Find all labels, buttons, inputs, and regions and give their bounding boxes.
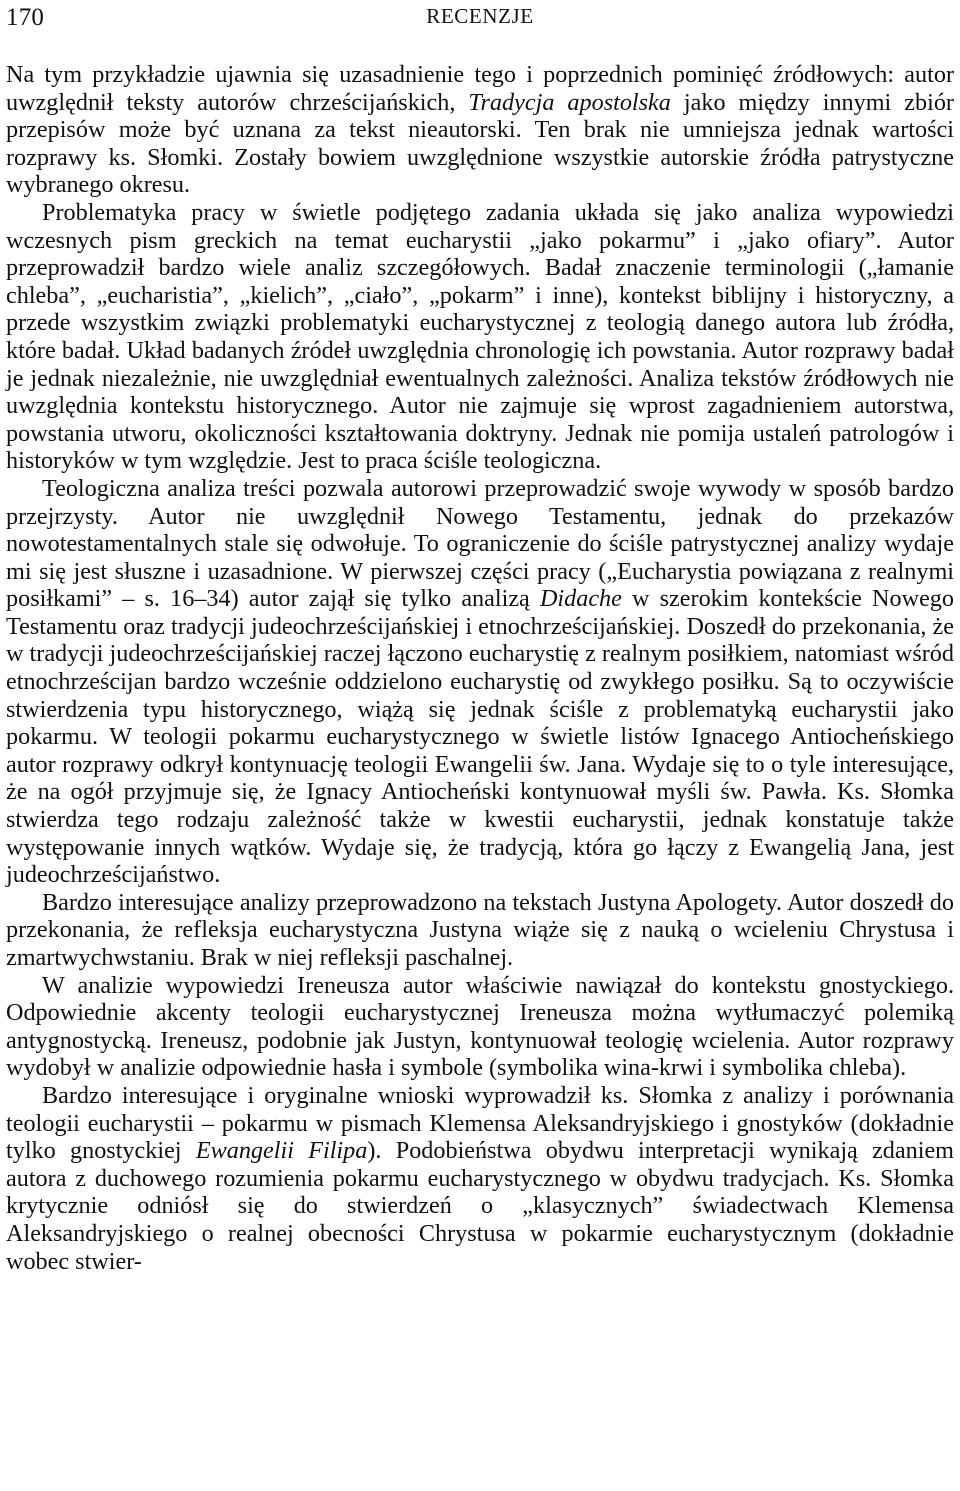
text-segment: W analizie wypowiedzi Ireneusza autor właściwie nawiązał do kontekstu gnostyckiego. Odpowiednie akcenty teologii eucharystycznej Ireneusza można wytłumaczyć polemiką antygnostycką. Ireneusz, podobnie jak Justyn, kontynuował teologię wcielenia. Autor rozprawy wydobył w analizie odpowiednie hasła i symbole (symbolika wina-krwi i symbolika chleba). (6, 971, 954, 1082)
paragraph (6, 61, 954, 199)
body-text (6, 61, 954, 1275)
text-segment: Bardzo interesujące i oryginalne wnioski wyprowadził ks. Słomka z analizy i porównania teologii eucharystii – pokarmu w pismach Klemensa Aleksandryjskiego i gnostyków (dokładnie tylko gnostyckiej (6, 1081, 954, 1165)
paragraph (6, 889, 954, 972)
text-segment: Teologiczna analiza treści pozwala autorowi przeprowadzić swoje wywody w sposób bardzo przejrzysty. Autor nie uwzględnił Nowego Testamentu, jednak do przekazów nowotestamentalnych stale się odwołuje. To ograniczenie do ściśle patrystycznej analizy wydaje mi się jest słuszne i uzasadnione. W pierwszej części pracy („Eucharystia powiązana z realnymi posiłkami” – s. 16–34) autor zajął się tylko analizą (6, 474, 954, 613)
text-segment: w szerokim kontekście Nowego Testamentu oraz tradycji judeochrześcijańskiej i etnochrześcijańskiej. Doszedł do przekonania, że w tradycji judeochrześcijańskiej raczej łączono eucharystię z realnym posiłkiem, natomiast wśród etnochrześcijan bardzo wcześnie oddzielono eucharystię od zwykłego posiłku. Są to oczywiście stwierdzenia typu historycznego, wiążą się jednak ściśle z problematyką eucharystii jako pokarmu. W teologii pokarmu eucharystycznego w świetle listów Ignacego Antiocheńskiego autor rozprawy odkrył kontynuację teologii Ewangelii św. Jana. Wydaje się to o tyle interesujące, że na ogół przyjmuje się, że Ignacy Antiocheński kontynuował myśli św. Pawła. Ks. Słomka stwierdza tego rodzaju zależność także w kwestii eucharystii, jednak konstatuje także występowanie innych wątków. Wydaje się, że tradycją, która go łączy z Ewangelią Jana, jest judeochrześcijaństwo. (6, 585, 954, 889)
paragraph (6, 972, 954, 1082)
document-page (6, 0, 954, 1491)
text-segment: Problematyka pracy w świetle podjętego zadania układa się jako analiza wypowiedzi wczesnych pism greckich na temat eucharystii „jako pokarmu” i „jako ofiary”. Autor przeprowadził bardzo wiele analiz szczegółowych. Badał znaczenie terminologii („łamanie chleba”, „eucharistia”, „kielich”, „ciało”, „pokarm” i inne), kontekst biblijny i historyczny, a przede wszystkim związki problematyki eucharystycznej z teologią danego autora lub źródła, które badał. Układ badanych źródeł uwzględnia chronologię ich powstania. Autor rozprawy badał je jednak niezależnie, nie uwzględniał ewentualnych zależności. Analiza tekstów źródłowych nie uwzględnia kontekstu historycznego. Autor nie zajmuje się wprost zagadnieniem autorstwa, powstania utworu, okoliczności kształtowania doktryny. Jednak nie pomija ustaleń patrologów i historyków w tym względzie. Jest to praca ściśle teologiczna. (6, 198, 954, 475)
page-header (6, 0, 954, 48)
italic-title: Didache (539, 585, 622, 613)
italic-title: Ewangelii Filipa (195, 1137, 368, 1165)
text-segment: Na tym przykładzie ujawnia się uzasadnienie tego i poprzednich pominięć źródłowych: autor uwzględnił teksty autorów chrześcijańskich, (6, 61, 954, 116)
text-segment: jako między innymi zbiór przepisów może być uznana za tekst nieautorski. Ten brak nie umniejsza jednak wartości rozprawy ks. Słomki. Zostały bowiem uwzględnione wszystkie autorskie źródła patrystyczne wybranego okresu. (6, 88, 954, 199)
text-segment: Bardzo interesujące analizy przeprowadzono na tekstach Justyna Apologety. Autor doszedł do przekonania, że refleksja eucharystyczna Justyna wiąże się z nauką o wcieleniu Chrystusa i zmartwychwstaniu. Brak w niej refleksji paschalnej. (6, 888, 954, 971)
paragraph (6, 1082, 954, 1275)
page-number: 170 (6, 4, 45, 31)
running-head: RECENZJE (426, 4, 534, 28)
italic-title: Tradycja apostolska (468, 88, 671, 116)
paragraph (6, 199, 954, 475)
text-segment: ). Podobieństwa obydwu interpretacji wynikają zdaniem autora z duchowego rozumienia pokarmu eucharystycznego w obydwu tradycjach. Ks. Słomka krytycznie odniósł się do stwierdzeń o „klasycznych” świadectwach Klemensa Aleksandryjskiego o realnej obecności Chrystusa w pokarmie eucharystycznym (dokładnie wobec stwier- (6, 1137, 954, 1275)
paragraph (6, 475, 954, 889)
